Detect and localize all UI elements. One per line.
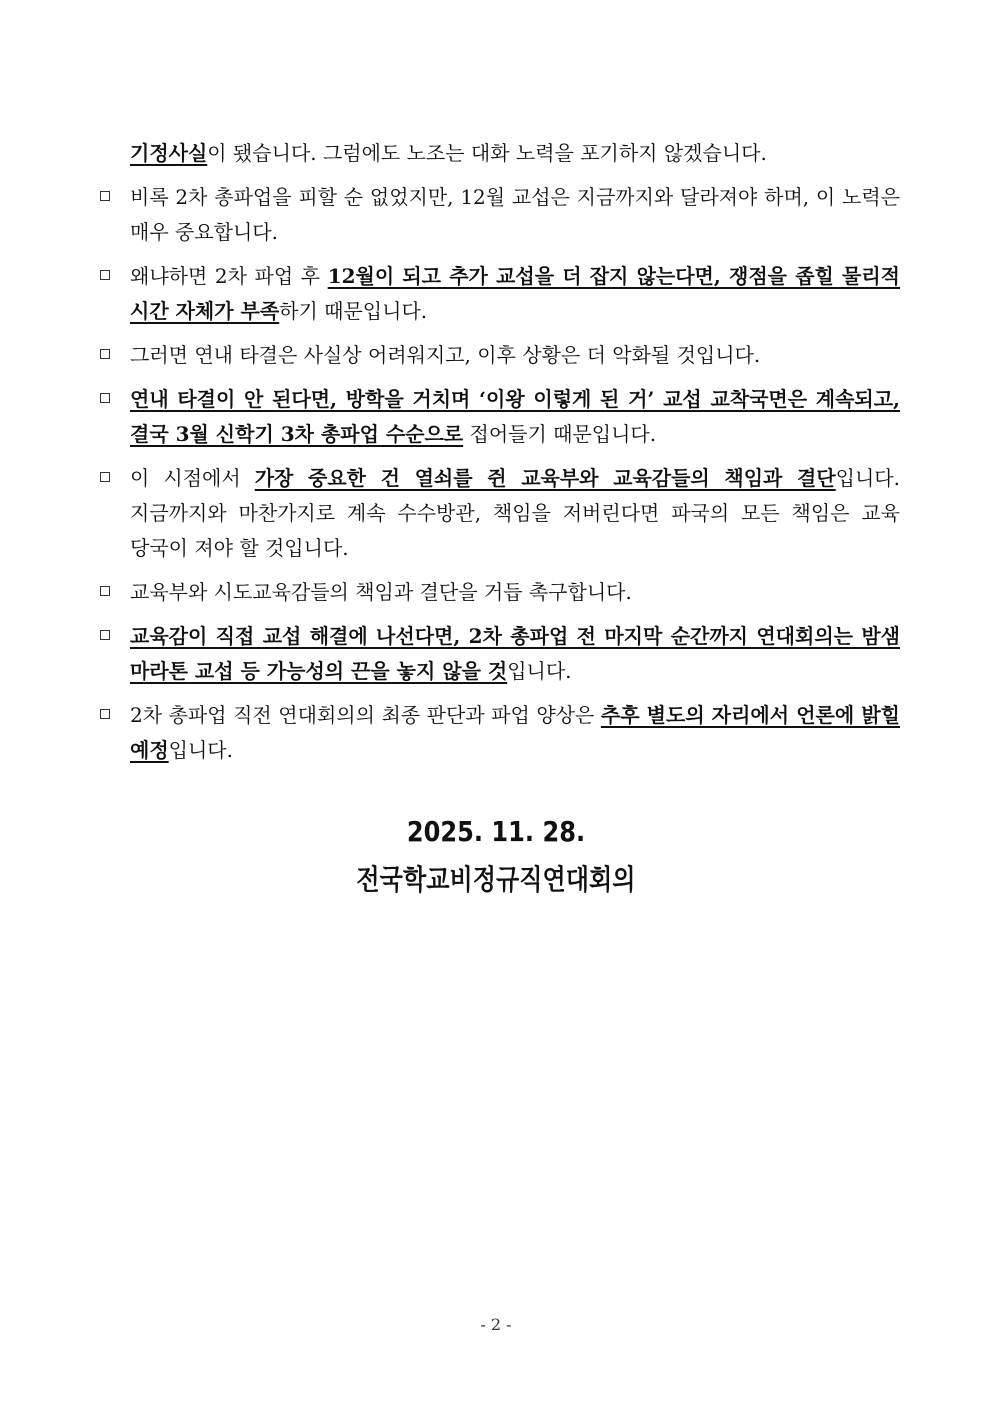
paragraph <box>96 338 900 373</box>
paragraph <box>96 180 900 250</box>
paragraph-text: 그러면 연내 타결은 사실상 어려워지고, 이후 상황은 더 악화될 것입니다. <box>130 343 761 367</box>
emphasized-text: 12월이 되고 추가 교섭을 더 잡지 않는다면, 쟁점을 좁힐 물리적 시간 자체가 부족 <box>130 264 901 323</box>
emphasized-text: 연내 타결이 안 된다면, 방학을 거치며 ‘이왕 이렇게 된 거’ 교섭 교착국면은 계속되고, 결국 3월 신학기 3차 총파업 수순으로 <box>130 387 900 446</box>
paragraph-text: 입니다. <box>507 659 572 683</box>
paragraph-text: 하기 때문입니다. <box>279 299 428 323</box>
square-bullet-icon <box>100 698 120 733</box>
body-text <box>96 136 900 777</box>
paragraph <box>96 259 900 329</box>
square-bullet-icon <box>100 338 120 373</box>
emphasized-text: 기정사실 <box>130 141 208 165</box>
paragraph-text: 접어들기 때문입니다. <box>463 422 657 446</box>
emphasized-text: 추후 별도의 자리에서 언론에 밝힐 예정 <box>130 703 900 762</box>
paragraph <box>96 619 900 689</box>
page-number: - 2 - <box>480 1315 512 1334</box>
paragraph <box>96 575 900 610</box>
paragraph-text: 교육부와 시도교육감들의 책임과 결단을 거듭 촉구합니다. <box>130 580 632 604</box>
paragraph-text: 입니다. 지금까지와 마찬가지로 계속 수수방관, 책임을 저버린다면 파국의 모든 책임은 교육 당국이 져야 할 것입니다. <box>130 466 900 560</box>
square-bullet-icon <box>100 619 120 654</box>
paragraph-text: 이 됐습니다. 그럼에도 노조는 대화 노력을 포기하지 않겠습니다. <box>207 141 767 165</box>
square-bullet-icon <box>100 180 120 215</box>
paragraph-text: 왜냐하면 2차 파업 후 <box>130 264 328 288</box>
emphasized-text: 가장 중요한 건 열쇠를 쥔 교육부와 교육감들의 책임과 결단 <box>254 466 836 490</box>
square-bullet-icon <box>100 382 120 417</box>
paragraph <box>96 698 900 768</box>
paragraph <box>96 136 900 171</box>
organization-name: 전국학교비정규직연대회의 <box>356 863 636 896</box>
paragraph-text: 2차 총파업 직전 연대회의의 최종 판단과 파업 양상은 <box>130 703 601 727</box>
paragraph <box>96 382 900 452</box>
paragraph-text: 입니다. <box>168 738 233 762</box>
paragraph-text: 비록 2차 총파업을 피할 순 없었지만, 12월 교섭은 지금까지와 달라져야 하며, 이 노력은 매우 중요합니다. <box>130 185 900 244</box>
square-bullet-icon <box>100 575 120 610</box>
square-bullet-icon <box>100 461 120 496</box>
emphasized-text: 교육감이 직접 교섭 해결에 나선다면, 2차 총파업 전 마지막 순간까지 연대회의는 밤샘 마라톤 교섭 등 가능성의 끈을 놓지 않을 것 <box>130 624 900 683</box>
release-date: 2025. 11. 28. <box>406 815 586 848</box>
paragraph <box>96 461 900 566</box>
square-bullet-icon <box>100 259 120 294</box>
paragraph-text: 이 시점에서 <box>130 466 255 490</box>
